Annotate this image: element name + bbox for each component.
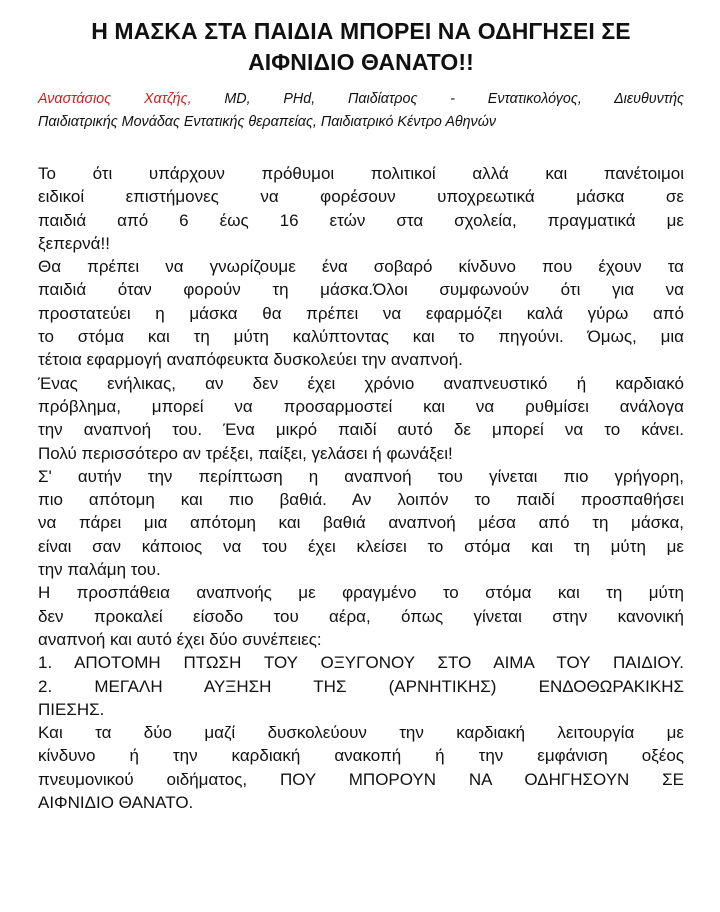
body-line: Και τα δύο μαζί δυσκολεύουν την καρδιακή λειτουργία με (38, 723, 684, 743)
author-credentials-2: Παιδιατρικής Μονάδας Εντατικής θεραπείας, Παιδιατρικό Κέντρο Αθηνών (38, 114, 496, 130)
body-line: Το ότι υπάρχουν πρόθυμοι πολιτικοί αλλά και πανέτοιμοι (38, 164, 684, 183)
body-line: ΠΙΕΣΗΣ. (38, 699, 105, 719)
body-line: την παλάμη του. (38, 560, 161, 580)
body-line: Ένας ενήλικας, αν δεν έχει χρόνιο αναπνευστικό ή καρδιακό (38, 373, 684, 393)
author-line-1 (38, 88, 684, 111)
body-line: πνευμονικού οιδήματος, ΠΟΥ ΜΠΟΡΟΥΝ ΝΑ ΟΔΗΓΗΣΟΥΝ ΣΕ (38, 769, 684, 789)
body-line: κίνδυνο ή την καρδιακή ανακοπή ή την εμφάνιση οξέος (38, 746, 684, 766)
body-line: την αναπνοή του. Ένα μικρό παιδί αυτό δε μπορεί να το κάνει. (38, 420, 684, 440)
body-line: ειδικοί επιστήμονες να φορέσουν υποχρεωτικά μάσκα σε (38, 187, 684, 207)
body-line: πρόβλημα, μπορεί να προσαρμοστεί και να ρυθμίσει ανάλογα (38, 396, 684, 416)
title-line-1: Η ΜΑΣΚΑ ΣΤΑ ΠΑΙΔΙΑ ΜΠΟΡΕΙ ΝΑ ΟΔΗΓΗΣΕΙ ΣΕ (91, 18, 631, 44)
body-line: Θα πρέπει να γνωρίζουμε ένα σοβαρό κίνδυνο που έχουν τα (38, 257, 684, 277)
body-line: αναπνοή και αυτό έχει δύο συνέπειες: (38, 629, 322, 649)
body-line: 2. ΜΕΓΑΛΗ ΑΥΞΗΣΗ ΤΗΣ (ΑΡΝΗΤΙΚΗΣ) ΕΝΔΟΘΩΡΑΚΙΚΗΣ (38, 676, 684, 696)
author-name: Αναστάσιος Χατζής, (38, 91, 192, 107)
body-line: πιο απότομη και πιο βαθιά. Αν λοιπόν το παιδί προσπαθήσει (38, 490, 684, 510)
body-line: Σ' αυτήν την περίπτωση η αναπνοή του γίνεται πιο γρήγορη, (38, 466, 684, 486)
body-line: προστατεύει η μάσκα θα πρέπει να εφαρμόζει καλά γύρω από (38, 303, 684, 323)
body-line: Η προσπάθεια αναπνοής με φραγμένο το στόμα και τη μύτη (38, 583, 684, 603)
body-line: τέτοια εφαρμογή αναπόφευκτα δυσκολεύει την αναπνοή. (38, 350, 463, 370)
body-line: παιδιά όταν φορούν τη μάσκα.Όλοι συμφωνούν ότι για να (38, 280, 684, 300)
body-line: είναι σαν κάποιος να του έχει κλείσει το στόμα και τη μύτη με (38, 536, 684, 556)
author-credentials-1: MD, PHd, Παιδίατρος - Εντατικολόγος, Διευθυντής (191, 91, 684, 107)
body-line: ξεπερνά!! (38, 233, 110, 253)
body-line: να πάρει μια απότομη και βαθιά αναπνοή μέσα από τη μάσκα, (38, 513, 684, 533)
title-line-2: ΑΙΦΝΙΔΙΟ ΘΑΝΑΤΟ!! (248, 49, 474, 75)
article-body (38, 162, 684, 814)
body-line: Πολύ περισσότερο αν τρέξει, παίξει, γελάσει ή φωνάξει! (38, 443, 453, 463)
body-line: δεν προκαλεί είσοδο του αέρα, όπως γίνεται στην κανονική (38, 606, 684, 626)
body-line: παιδιά από 6 έως 16 ετών στα σχολεία, πραγματικά με (38, 210, 684, 230)
body-line: το στόμα και τη μύτη καλύπτοντας και το πηγούνι. Όμως, μια (38, 327, 684, 347)
body-line: ΑΙΦΝΙΔΙΟ ΘΑΝΑΤΟ. (38, 793, 194, 813)
document-title (38, 16, 684, 78)
body-line: 1. ΑΠΟΤΟΜΗ ΠΤΩΣΗ ΤΟΥ ΟΞΥΓΟΝΟΥ ΣΤΟ ΑΙΜΑ ΤΟΥ ΠΑΙΔΙΟΥ. (38, 653, 684, 673)
